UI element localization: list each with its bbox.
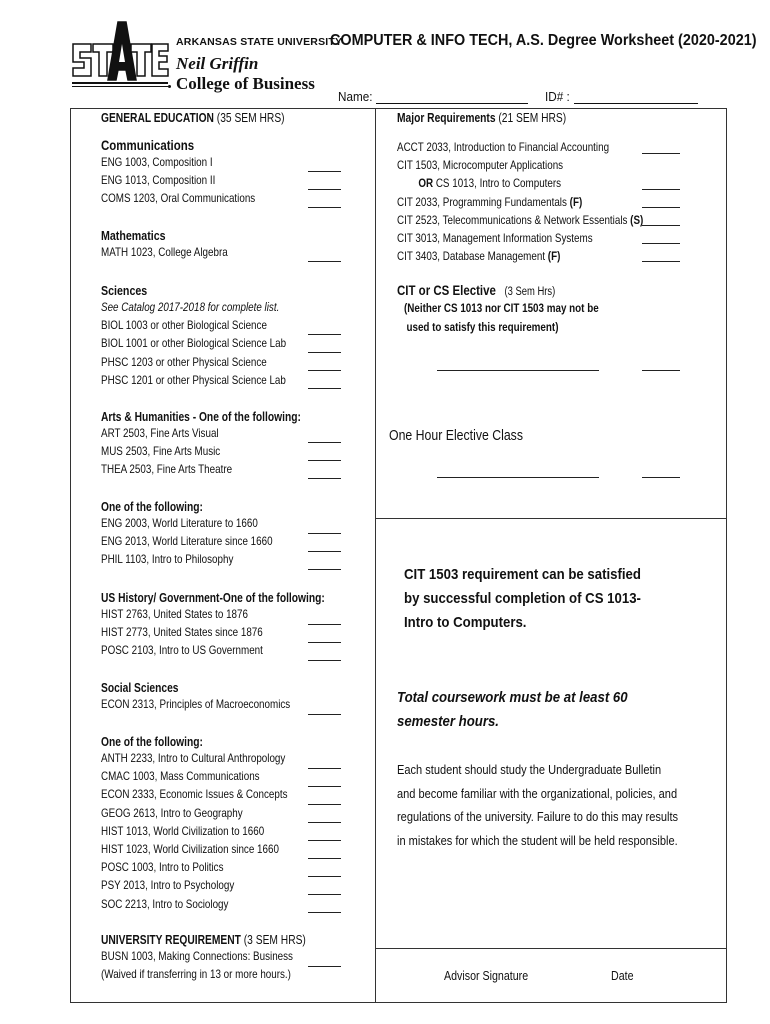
course-math1023: MATH 1023, College Algebra (101, 245, 228, 259)
check-blank[interactable] (308, 858, 341, 859)
check-blank[interactable] (308, 207, 341, 208)
check-blank[interactable] (308, 569, 341, 570)
course-coms1203: COMS 1203, Oral Communications (101, 191, 256, 206)
check-blank[interactable] (642, 370, 680, 371)
check-blank[interactable] (308, 660, 341, 661)
course-biol1003: BIOL 1003 or other Biological Science (101, 318, 267, 333)
elective-note-line1: (Neither CS 1013 nor CIT 1503 may not be (404, 301, 599, 315)
check-blank[interactable] (308, 171, 341, 172)
page-title: COMPUTER & INFO TECH, A.S. Degree Worksheet (2020-2021) (330, 32, 757, 49)
course-cs1013-label: CS 1013, Intro to Computers (435, 176, 562, 191)
advisor-signature-label: Advisor Signature (444, 968, 529, 983)
course-econ2333: ECON 2333, Economic Issues & Concepts (101, 787, 288, 802)
section-title-university (101, 933, 306, 947)
course-mus2503: MUS 2503, Fine Arts Music (101, 444, 221, 459)
check-blank[interactable] (308, 189, 341, 190)
course-econ2313: ECON 2313, Principles of Macroeconomics (101, 697, 291, 711)
check-blank[interactable] (642, 243, 680, 244)
total-hours-text: Total coursework must be at least 60 semester hours. (397, 689, 628, 730)
check-blank[interactable] (308, 642, 341, 643)
course-art2503: ART 2503, Fine Arts Visual (101, 426, 219, 440)
course-cit2523-label: CIT 2523, Telecommunications & Network Essentials (397, 212, 628, 227)
check-blank[interactable] (308, 533, 341, 534)
check-blank[interactable] (308, 551, 341, 552)
check-blank[interactable] (308, 261, 341, 262)
university-name: ARKANSAS STATE UNIVERSITY (176, 36, 343, 48)
section-title-mathematics: Mathematics (101, 228, 166, 243)
section-title-social-choice: One of the following: (101, 735, 203, 749)
flag-spring: (S) (630, 212, 644, 227)
waiver-note: (Waived if transferring in 13 or more hours.) (101, 967, 291, 982)
id-field[interactable] (574, 103, 698, 104)
course-cit2033-label: CIT 2033, Programming Fundamentals (397, 194, 567, 209)
course-eng2013: ENG 2013, World Literature since 1660 (101, 534, 273, 549)
check-blank[interactable] (308, 460, 341, 461)
section-title-us-history: US History/ Government-One of the following: (101, 591, 325, 605)
course-eng2003: ENG 2003, World Literature to 1660 (101, 516, 258, 530)
name-label: Name: (338, 89, 373, 104)
course-psy2013: PSY 2013, Intro to Psychology (101, 878, 235, 893)
section-title-communications: Communications (101, 137, 195, 153)
course-acct2033: ACCT 2033, Introduction to Financial Accounting (397, 140, 610, 154)
check-blank[interactable] (308, 370, 341, 371)
state-logo (70, 18, 170, 98)
course-cmac1003: CMAC 1003, Mass Communications (101, 769, 260, 784)
check-blank[interactable] (642, 261, 680, 262)
check-blank[interactable] (642, 207, 680, 208)
check-blank[interactable] (308, 388, 341, 389)
university-req-hrs: (3 SEM HRS) (243, 933, 306, 947)
course-geog2613: GEOG 2613, Intro to Geography (101, 805, 243, 820)
name-field[interactable] (376, 103, 528, 104)
elective-hrs: (3 Sem Hrs) (504, 286, 556, 298)
course-cit1503: CIT 1503, Microcomputer Applications (397, 158, 564, 173)
section-title-literature: One of the following: (101, 500, 203, 514)
college-name-line1: Neil Griffin (176, 54, 259, 73)
check-blank[interactable] (308, 714, 341, 715)
college-name-line2: College of Business (176, 74, 315, 93)
check-blank[interactable] (308, 352, 341, 353)
course-posc2103: POSC 2103, Intro to US Government (101, 643, 263, 658)
check-blank[interactable] (308, 624, 341, 625)
elective-course-field[interactable] (437, 370, 599, 371)
check-blank[interactable] (308, 876, 341, 877)
section-title-arts: Arts & Humanities - One of the following: (101, 410, 301, 424)
gen-ed-header-title: GENERAL EDUCATION (101, 111, 214, 125)
section-title-sciences: Sciences (101, 283, 148, 298)
course-phsc1201: PHSC 1201 or other Physical Science Lab (101, 372, 286, 387)
cit-substitution-note (404, 563, 650, 635)
one-hour-elective: One Hour Elective Class (389, 427, 523, 444)
id-label: ID# : (545, 89, 570, 104)
flag-fall: (F) (547, 249, 561, 264)
major-header-hrs: (21 SEM HRS) (498, 111, 567, 125)
course-eng1013: ENG 1013, Composition II (101, 173, 216, 188)
course-hist2763: HIST 2763, United States to 1876 (101, 607, 248, 621)
check-blank[interactable] (642, 477, 680, 478)
course-cs1013 (397, 174, 643, 192)
or-label: OR (418, 176, 434, 191)
course-soc2213: SOC 2213, Intro to Sociology (101, 896, 229, 911)
check-blank[interactable] (308, 478, 341, 479)
course-busn1003: BUSN 1003, Making Connections: Business (101, 949, 293, 963)
one-hour-course-field[interactable] (437, 477, 599, 478)
check-blank[interactable] (308, 442, 341, 443)
total-hours-note (397, 686, 661, 734)
section-title-social-sciences: Social Sciences (101, 681, 179, 695)
course-phil1103: PHIL 1103, Intro to Philosophy (101, 552, 234, 567)
check-blank[interactable] (308, 786, 341, 787)
logo-dot (168, 85, 171, 88)
check-blank[interactable] (308, 334, 341, 335)
elective-note-line2: used to satisfy this requirement) (406, 320, 559, 334)
check-blank[interactable] (642, 189, 680, 190)
course-hist1013: HIST 1013, World Civilization to 1660 (101, 823, 265, 838)
course-cit3403-label: CIT 3403, Database Management (397, 249, 546, 264)
course-anth2233: ANTH 2233, Intro to Cultural Anthropology (101, 751, 286, 765)
check-blank[interactable] (308, 894, 341, 895)
check-blank[interactable] (308, 966, 341, 967)
gen-ed-header-hrs: (35 SEM HRS) (216, 111, 285, 125)
major-header-title: Major Requirements (397, 111, 496, 125)
course-cit2523 (397, 211, 643, 229)
date-label: Date (611, 968, 634, 983)
cit-substitution-text: CIT 1503 requirement can be satisfied by successful completion of CS 1013- Intro to Computers. (404, 566, 641, 631)
course-eng1003: ENG 1003, Composition I (101, 155, 213, 169)
sciences-note: See Catalog 2017-2018 for complete list. (101, 300, 280, 314)
bulletin-note (397, 758, 683, 852)
flag-fall: (F) (569, 194, 583, 209)
course-cit2033 (397, 193, 643, 211)
divider (375, 948, 727, 949)
check-blank[interactable] (308, 804, 341, 805)
check-blank[interactable] (308, 822, 341, 823)
course-posc1003: POSC 1003, Intro to Politics (101, 860, 224, 875)
bulletin-text: Each student should study the Undergraduate Bulletin and become familiar with the organizational, policies, and regulations of the university. Failure to do this may results in mistakes for which the student will be held responsible. (397, 762, 679, 848)
divider (375, 518, 727, 519)
check-blank[interactable] (642, 225, 680, 226)
check-blank[interactable] (308, 768, 341, 769)
college-logo-text (176, 36, 342, 94)
check-blank[interactable] (642, 153, 680, 154)
university-req-title: UNIVERSITY REQUIREMENT (101, 933, 241, 947)
gen-ed-header (101, 111, 285, 125)
course-cit3403 (397, 247, 643, 265)
course-thea2503: THEA 2503, Fine Arts Theatre (101, 462, 233, 477)
elective-title-row (397, 282, 555, 300)
major-header (397, 111, 566, 125)
course-phsc1203: PHSC 1203 or other Physical Science (101, 354, 267, 369)
course-biol1001: BIOL 1001 or other Biological Science Lab (101, 336, 287, 351)
check-blank[interactable] (308, 912, 341, 913)
check-blank[interactable] (308, 840, 341, 841)
elective-title: CIT or CS Elective (397, 282, 496, 298)
course-hist2773: HIST 2773, United States since 1876 (101, 625, 263, 640)
course-hist1023: HIST 1023, World Civilization since 1660 (101, 842, 279, 857)
course-cit3013: CIT 3013, Management Information Systems (397, 231, 593, 246)
